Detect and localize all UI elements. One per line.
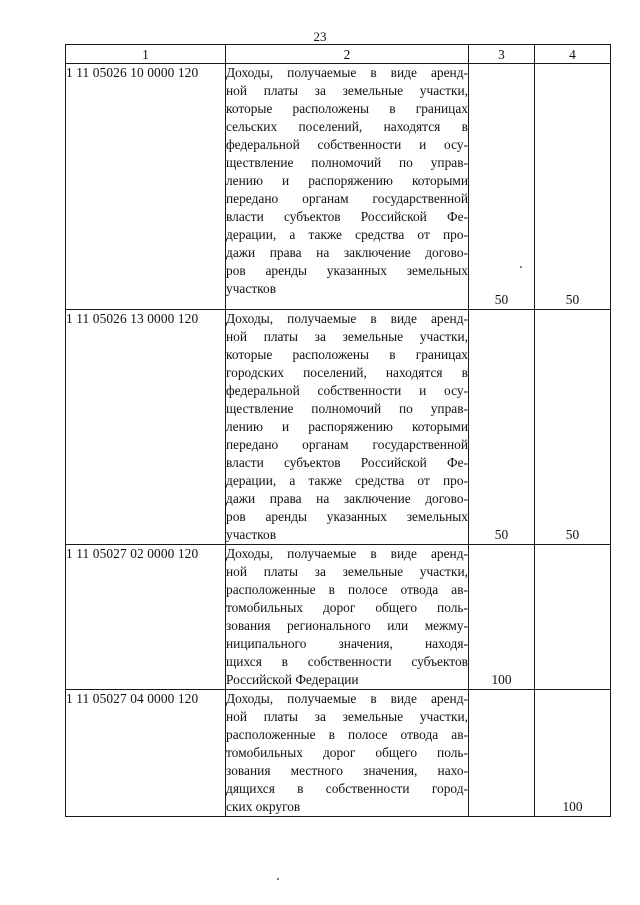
page-number: 23 (313, 29, 327, 44)
description-line: дящихся в собственности город- (226, 781, 468, 796)
description-line: Российской Федерации (226, 672, 359, 687)
description-line: Доходы, получаемые в виде аренд- (226, 691, 468, 706)
table-row (66, 690, 611, 817)
description-line: ских округов (226, 799, 301, 814)
table-row (66, 310, 611, 545)
value-col4: 100 (535, 690, 611, 817)
value-col4: 50 (535, 64, 611, 310)
description-line: ной платы за земельные участки, (226, 329, 468, 344)
description-line: расположенные в полосе отвода ав- (226, 727, 468, 742)
income-description (226, 64, 469, 310)
description-line: Доходы, получаемые в виде аренд- (226, 311, 468, 326)
description-line: лению и распоряжению которыми (226, 173, 468, 188)
description-line: власти субъектов Российской Фе- (226, 455, 468, 470)
description-line: ной платы за земельные участки, (226, 564, 468, 579)
value-col4: 50 (535, 310, 611, 545)
description-line: федеральной собственности и осу- (226, 137, 468, 152)
budget-classification-code: 1 11 05027 02 0000 120 (66, 545, 226, 690)
table-row (66, 64, 611, 310)
column-header-4: 4 (535, 45, 611, 64)
description-line: лению и распоряжению которыми (226, 419, 468, 434)
description-line: ществление полномочий по управ- (226, 401, 468, 416)
description-line: участков (226, 281, 277, 296)
description-line: передано органам государственной (226, 191, 468, 206)
description-line: томобильных дорог общего поль- (226, 745, 468, 760)
description-line: ществление полномочий по управ- (226, 155, 468, 170)
column-header-1: 1 (66, 45, 226, 64)
value-col3: 50 (469, 64, 535, 310)
description-line: передано органам государственной (226, 437, 468, 452)
income-codes-table (65, 44, 611, 817)
income-description (226, 310, 469, 545)
value-col3: 100 (469, 545, 535, 690)
description-line: ров аренды указанных земельных (226, 509, 468, 524)
description-line: городских поселений, находятся в (226, 365, 468, 380)
description-line: дажи права на заключение догово- (226, 491, 468, 506)
table-row (66, 545, 611, 690)
income-description (226, 545, 469, 690)
income-description (226, 690, 469, 817)
column-header-2: 2 (226, 45, 469, 64)
description-line: Доходы, получаемые в виде аренд- (226, 546, 468, 561)
description-line: власти субъектов Российской Фе- (226, 209, 468, 224)
budget-classification-code: 1 11 05026 13 0000 120 (66, 310, 226, 545)
value-col3: 50 (469, 310, 535, 545)
column-header-3: 3 (469, 45, 535, 64)
scan-speck (520, 266, 522, 268)
table-header-row (66, 45, 611, 64)
description-line: ной платы за земельные участки, (226, 83, 468, 98)
description-line: Доходы, получаемые в виде аренд- (226, 65, 468, 80)
description-line: зования местного значения, нахо- (226, 763, 468, 778)
description-line: дерации, а также средства от про- (226, 473, 468, 488)
value-col4 (535, 545, 611, 690)
description-line: щихся в собственности субъектов (226, 654, 468, 669)
description-line: участков (226, 527, 277, 542)
description-line: федеральной собственности и осу- (226, 383, 468, 398)
description-line: томобильных дорог общего поль- (226, 600, 468, 615)
description-line: дерации, а также средства от про- (226, 227, 468, 242)
budget-classification-code: 1 11 05026 10 0000 120 (66, 64, 226, 310)
scan-speck (277, 878, 279, 880)
description-line: ниципального значения, находя- (226, 636, 468, 651)
description-line: расположенные в полосе отвода ав- (226, 582, 468, 597)
description-line: дажи права на заключение догово- (226, 245, 468, 260)
description-line: которые расположены в границах (226, 347, 468, 362)
description-line: зования регионального или межму- (226, 618, 468, 633)
description-line: которые расположены в границах (226, 101, 468, 116)
budget-classification-code: 1 11 05027 04 0000 120 (66, 690, 226, 817)
description-line: сельских поселений, находятся в (226, 119, 468, 134)
description-line: ров аренды указанных земельных (226, 263, 468, 278)
description-line: ной платы за земельные участки, (226, 709, 468, 724)
value-col3 (469, 690, 535, 817)
